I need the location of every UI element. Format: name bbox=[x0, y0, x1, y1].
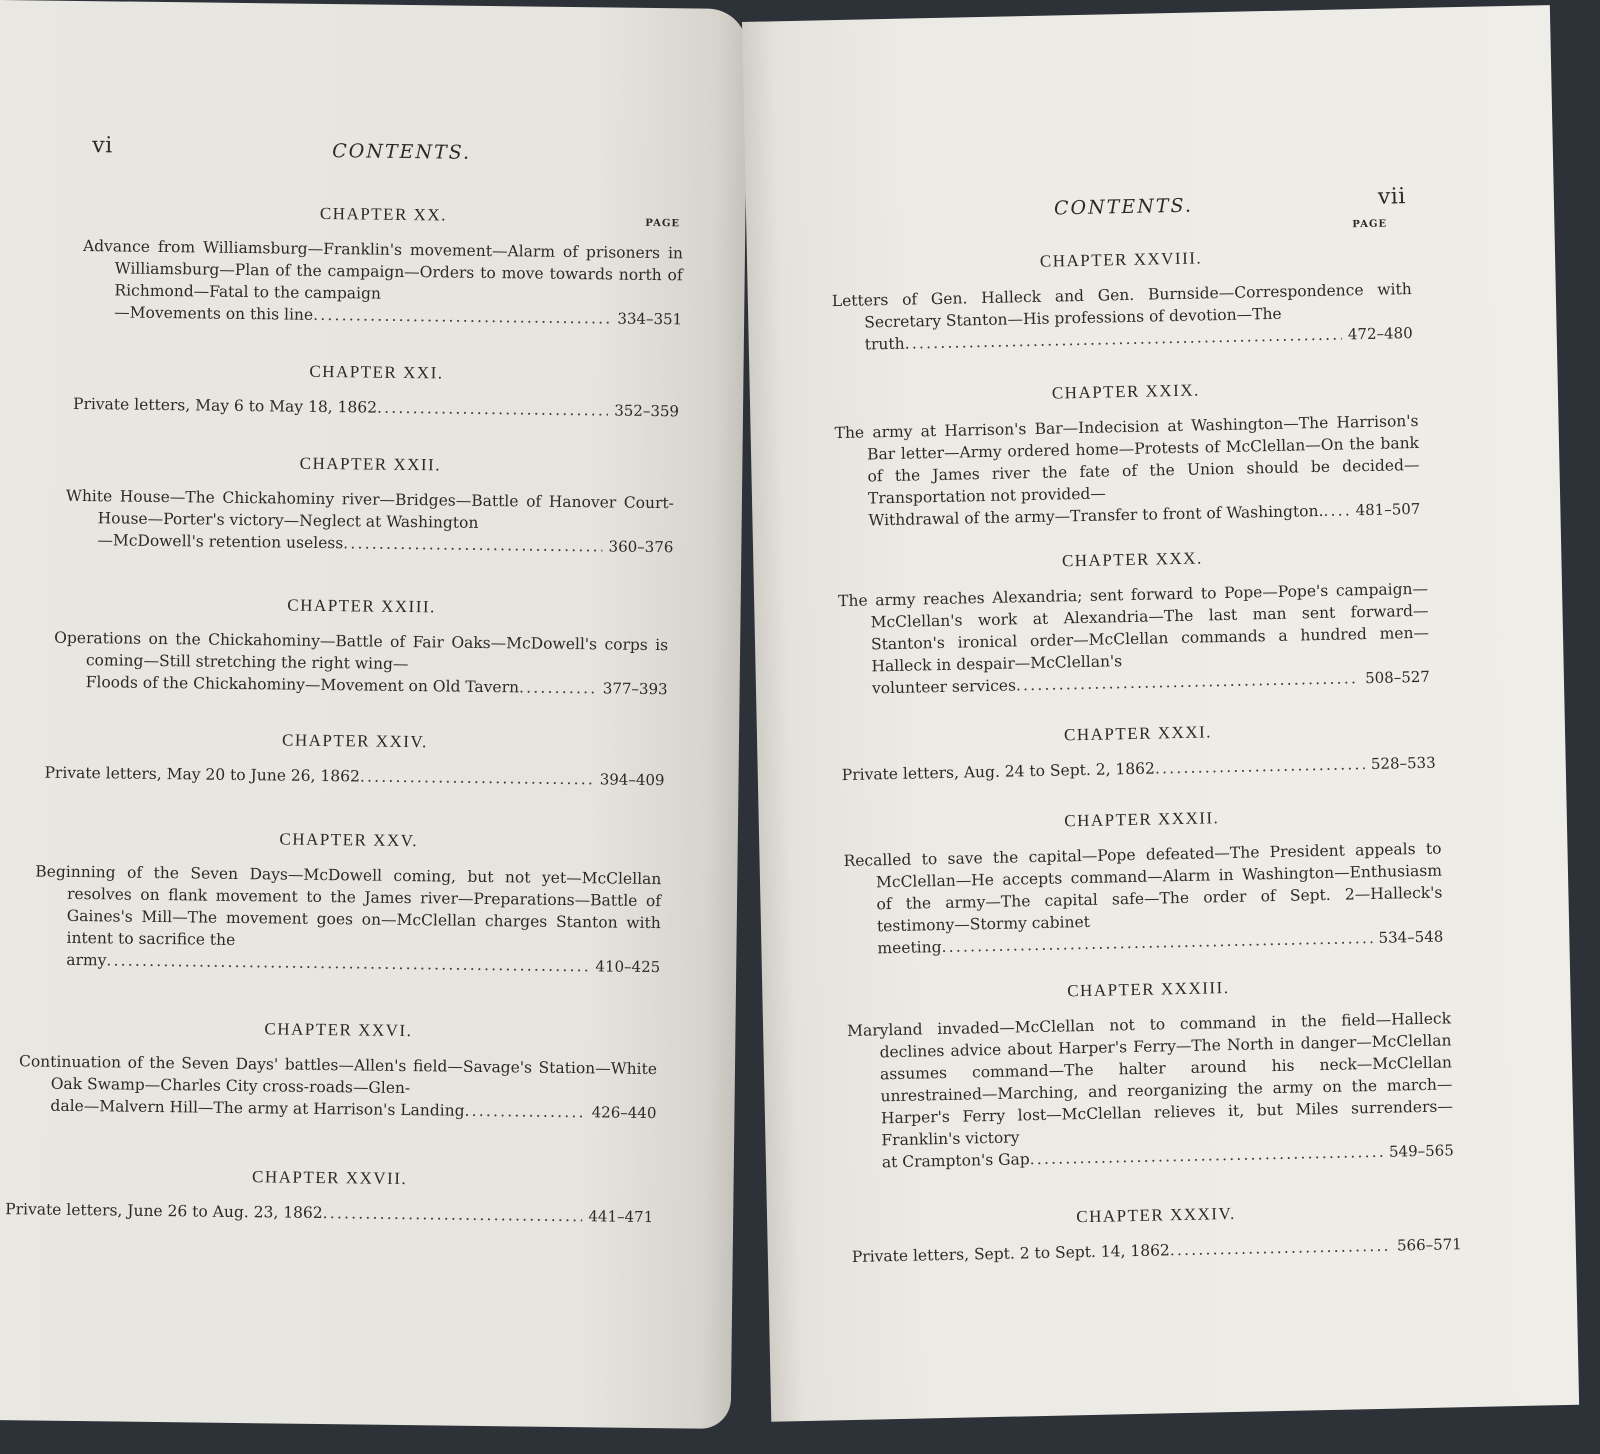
chapter-entry bbox=[841, 718, 1436, 786]
page-range: 377–393 bbox=[602, 679, 668, 699]
chapter-summary-end: Private letters, Sept. 2 to Sept. 14, 1862 bbox=[851, 1241, 1171, 1266]
page-range: 441–471 bbox=[588, 1207, 654, 1227]
chapter-summary-end: Private letters, May 6 to May 18, 1862 bbox=[72, 394, 378, 417]
chapter-summary-end: Withdrawal of the army—Transfer to front of Washington. bbox=[868, 501, 1324, 530]
chapter-heading: CHAPTER XXIX. bbox=[1051, 380, 1200, 403]
chapter-summary: Recalled to save the capital—Pope defeated—The President appeals to McClellan—He accepts command—Alarm in Washington—Enthusiasm of the army—The capital safe—The order of Sept. 2—Halleck's testimony—Stormy cabinet bbox=[843, 839, 1443, 936]
chapter-entry bbox=[843, 804, 1444, 960]
chapter-summary-end: Private letters, May 20 to June 26, 1862 bbox=[44, 763, 360, 786]
page-range: 360–376 bbox=[608, 537, 674, 557]
right-page bbox=[742, 5, 1579, 1422]
chapter-heading: CHAPTER XXIV. bbox=[281, 730, 428, 752]
dot-leader bbox=[1155, 753, 1365, 779]
dot-leader bbox=[519, 676, 597, 699]
chapter-summary: Letters of Gen. Halleck and Gen. Burnside—Correspondence with Secretary Stanton—His professions of devotion—The bbox=[831, 280, 1412, 332]
chapter-summary-end: volunteer services bbox=[871, 676, 1017, 698]
chapter-summary-end: —Movements on this line bbox=[114, 303, 314, 324]
chapter-entry bbox=[34, 827, 662, 979]
page-range: 334–351 bbox=[617, 309, 683, 329]
chapter-entry bbox=[834, 376, 1421, 532]
page-range: 528–533 bbox=[1370, 753, 1436, 773]
chapter-heading: CHAPTER XXVI. bbox=[264, 1019, 413, 1041]
chapter-last-line bbox=[842, 752, 1436, 786]
page-range: 508–527 bbox=[1364, 667, 1431, 688]
chapter-summary-end: truth bbox=[864, 334, 905, 354]
chapter-summary-end: Private letters, June 26 to Aug. 23, 1862 bbox=[5, 1200, 323, 1223]
page-range: 566–571 bbox=[1396, 1235, 1462, 1255]
chapter-entry bbox=[65, 451, 674, 558]
chapter-summary-end: dale—Malvern Hill—The army at Harrison's Landing bbox=[50, 1096, 465, 1120]
page-range: 472–480 bbox=[1347, 324, 1413, 344]
chapter-heading: CHAPTER XXXIII. bbox=[1067, 978, 1230, 1001]
chapter-summary-end: at Crampton's Gap bbox=[881, 1150, 1030, 1172]
chapter-last-line bbox=[852, 1233, 1462, 1268]
chapter-last-line bbox=[5, 1198, 653, 1228]
chapter-heading: CHAPTER XXXIV. bbox=[1076, 1203, 1237, 1227]
chapter-entry bbox=[18, 1016, 657, 1124]
chapter-entry bbox=[82, 201, 683, 330]
chapter-summary-end: army bbox=[66, 950, 107, 970]
dot-leader bbox=[1323, 499, 1350, 522]
chapter-summary-end: Private letters, Aug. 24 to Sept. 2, 1862 bbox=[841, 759, 1156, 785]
page-range: 426–440 bbox=[591, 1103, 657, 1123]
dot-leader bbox=[360, 765, 594, 790]
chapter-heading: CHAPTER XXXI. bbox=[1063, 722, 1213, 745]
chapter-entry bbox=[846, 973, 1454, 1174]
page-range: 481–507 bbox=[1355, 499, 1421, 520]
page-folio: vii bbox=[1377, 184, 1407, 210]
chapter-summary-end: —McDowell's retention useless bbox=[97, 531, 344, 553]
chapter-heading: CHAPTER XX. bbox=[319, 203, 448, 225]
dot-leader bbox=[106, 949, 589, 977]
chapter-last-line bbox=[73, 393, 679, 422]
dot-leader bbox=[464, 1100, 585, 1123]
chapter-entry bbox=[73, 359, 680, 422]
page-range: 394–409 bbox=[599, 770, 665, 790]
chapter-entry bbox=[44, 728, 665, 792]
left-page bbox=[0, 0, 748, 1429]
page-range: 410–425 bbox=[595, 957, 661, 977]
page-range: 549–565 bbox=[1388, 1141, 1454, 1161]
dot-leader bbox=[343, 532, 603, 557]
chapter-entry bbox=[831, 244, 1413, 356]
dot-leader bbox=[313, 304, 612, 330]
chapter-summary: The army reaches Alexandria; sent forward to Pope—Pope's campaign—McClellan's work at Alexandria—The last man sent forward—Stanton's ironical order—McClellan commands a hundred men—Halleck in despair—McClellan's bbox=[837, 579, 1430, 676]
dot-leader bbox=[1170, 1235, 1392, 1262]
chapter-summary: Advance from Williamsburg—Franklin's movement—Alarm of prisoners in Williamsburg—Plan of the campaign—Orders to move towards north of Richmond—Fatal to the campaign bbox=[82, 237, 684, 303]
dot-leader bbox=[377, 397, 608, 422]
chapter-entry bbox=[837, 544, 1430, 700]
chapter-summary: Continuation of the Seven Days' battles—Allen's field—Savage's Station—White Oak Swamp—Charles City cross-roads—Glen- bbox=[18, 1052, 658, 1098]
chapter-heading: CHAPTER XXX. bbox=[1061, 548, 1203, 571]
page-range: 352–359 bbox=[614, 401, 680, 421]
chapter-heading: CHAPTER XXV. bbox=[279, 829, 419, 851]
page-range: 534–548 bbox=[1378, 927, 1444, 947]
page-column-label: PAGE bbox=[645, 217, 681, 230]
chapter-heading: CHAPTER XXII. bbox=[299, 453, 442, 475]
chapter-entry bbox=[851, 1199, 1462, 1268]
chapter-last-line bbox=[44, 762, 664, 792]
chapter-summary: Operations on the Chickahominy—Battle of Fair Oaks—McDowell's corps is coming—Still stretching the right wing— bbox=[54, 628, 669, 674]
page-column-label: PAGE bbox=[1352, 218, 1388, 231]
chapter-summary: Maryland invaded—McClellan not to command in the field—Halleck declines advice about Harper's Ferry—The North in danger—McClellan assumes command—The halter around his neck—McClellan unrestrained—Marching, and reorganizing the army on the march—Harper's Ferry lost—McClellan relieves it, but Miles surrenders—Franklin's victory bbox=[846, 1009, 1454, 1150]
chapter-entry bbox=[5, 1164, 654, 1228]
running-title: CONTENTS. bbox=[1053, 194, 1194, 220]
chapter-heading: CHAPTER XXVII. bbox=[251, 1167, 408, 1189]
running-title: CONTENTS. bbox=[332, 140, 472, 164]
chapter-heading: CHAPTER XXIII. bbox=[287, 595, 436, 617]
chapter-heading: CHAPTER XXI. bbox=[309, 361, 444, 383]
chapter-heading: CHAPTER XXXII. bbox=[1064, 808, 1220, 831]
chapter-summary-end: meeting bbox=[877, 938, 942, 958]
chapter-summary: Beginning of the Seven Days—McDowell coming, but not yet—McClellan resolves on flank movement to the James river—Preparations—Battle of Gaines's Mill—The movement goes on—McClellan charges Stanton with intent to sacrifice the bbox=[35, 862, 662, 949]
chapter-entry bbox=[54, 593, 669, 700]
page-folio: vi bbox=[92, 133, 113, 159]
chapter-summary: White House—The Chickahominy river—Bridges—Battle of Hanover Court-House—Porter's victory—Neglect at Washington bbox=[65, 486, 675, 532]
dot-leader bbox=[323, 1202, 583, 1227]
chapter-heading: CHAPTER XXVIII. bbox=[1039, 248, 1203, 271]
chapter-summary: The army at Harrison's Bar—Indecision at Washington—The Harrison's Bar letter—Army ordered home—Protests of McClellan—On the bank of the James river the fate of the Union should be decided—Transportation not provided— bbox=[834, 411, 1420, 508]
chapter-summary-end: Floods of the Chickahominy—Movement on Old Tavern bbox=[85, 673, 520, 697]
